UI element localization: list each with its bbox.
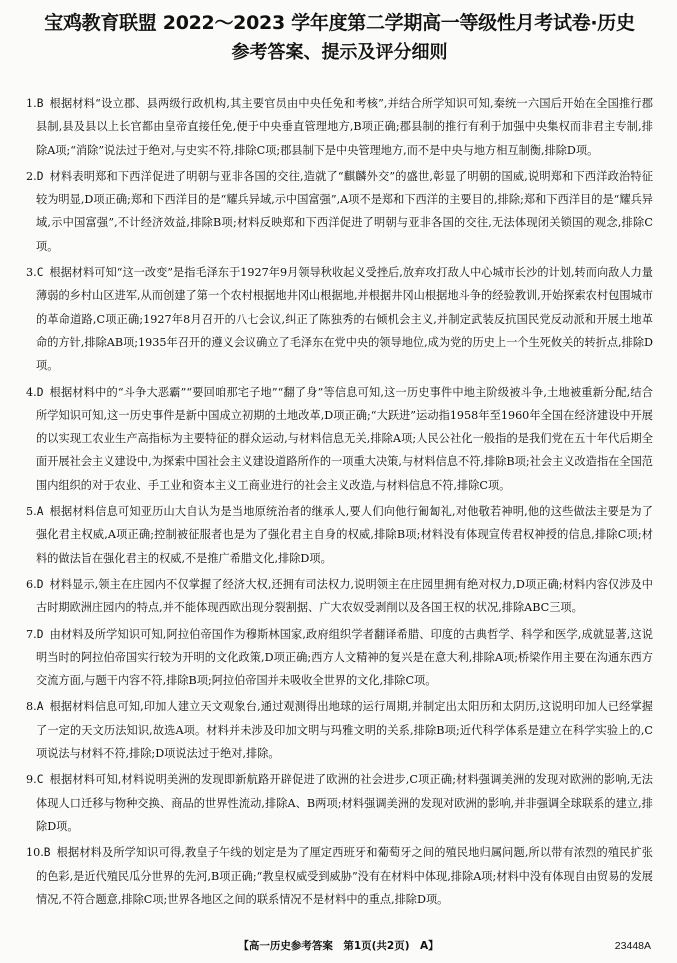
item-answer: D <box>36 385 44 399</box>
page-title: 宝鸡教育联盟 2022～2023 学年度第二学期高一等级性月考试卷·历史 <box>44 12 635 34</box>
item-answer: A <box>36 700 44 714</box>
item-explanation: 由材料及所学知识可知,阿拉伯帝国作为穆斯林国家,政府组织学者翻译希腊、印度的古典哲学、科学和医学,成就显著,这说明当时的阿拉伯帝国实行较为开明的文化政策,D项正确;西方人文精神的复兴是在意大利,排除A项;桥梁作用主要在沟通东西方交流方面,与题干内容不符,排除B项;阿拉伯帝国并未吸收全世界的文化,排除C项。 <box>36 627 653 688</box>
item-answer: A <box>36 505 44 519</box>
item-number: 3. <box>26 266 37 280</box>
answer-item-10 <box>26 841 653 911</box>
item-explanation: 根据材料信息可知,印加人建立天文观象台,通过观测得出地球的运行周期,并制定出太阳历和太阴历,这说明印加人已经掌握了一定的天文历法知识,故选A项。材料并未涉及印加文明与玛雅文明的关系,排除B项;近代科学体系是建立在科学实验上的,C项说法与材料不符,排除;D项说法过于绝对,排除。 <box>36 700 653 761</box>
item-explanation: 根据材料信息可知亚历山大自认为是当地原统治者的继承人,要人们向他行匍匐礼,对他敬若神明,他的这些做法主要是为了强化君主权威,A项正确;控制被征服者也是为了强化君主自身的权威,排除B项;材料没有体现宣传君权神授的信息,排除C项;材料的做法旨在强化君主的权威,不是推广希腊文化,排除D项。 <box>36 505 653 565</box>
item-explanation: 根据材料“设立郡、县两级行政机构,其主要官员由中央任免和考核”,并结合所学知识可知,秦统一六国后开始在全国推行郡县制,县及县以上长官都由皇帝直接任免,便于中央垂直管理地方,B项正确;郡县制的推行有利于加强中央集权而非君主专制,排除A项;“消除”说法过于绝对,与史实不符,排除C项;郡县制下是中央管理地方,而不是中央与地方相互制衡,排除D项。 <box>36 97 653 157</box>
item-answer: C <box>36 773 44 787</box>
footer-paper-code: 23448A <box>614 940 651 952</box>
item-number: 1. <box>26 97 37 110</box>
answer-item-9 <box>26 768 653 838</box>
answer-item-4 <box>26 381 653 497</box>
item-explanation: 根据材料中的“斗争大恶霸”“要回咱那宅子地”“翻了身”等信息可知,这一历史事件中地主阶级被斗争,土地被重新分配,结合所学知识可知,这一历史事件是新中国成立初期的土地改革,D项正确;“大跃进”运动指1958年至1960年全国在经济建设中开展的以实现工农业生产高指标为主要特征的群众运动,与材料信息无关,排除A项;人民公社化一般指的是我们党在五十年代后期全面开展社会主义建设中,为探索中国社会主义建设道路所作的一项重大决策,与材料信息不符,排除B项;社会主义改造指在全国范围内组织的对于农业、手工业和资本主义工商业进行的社会主义改造,与材料信息不符,排除C项。 <box>36 385 653 492</box>
item-explanation: 材料表明郑和下西洋促进了明朝与亚非各国的交往,造就了“麒麟外交”的盛世,彰显了明朝的国威,说明郑和下西洋政治特征较为明显,D项正确;郑和下西洋目的是“耀兵异域,示中国富强”,A项不是郑和下西洋的主要目的,排除;郑和下西洋目的是“耀兵异域,示中国富强”,不计经济效益,排除B项;材料反映郑和下西洋促进了明朝与亚非各国的交往,无法体现闭关锁国的观念,排除C项。 <box>36 169 653 253</box>
item-number: 6. <box>26 577 37 591</box>
item-explanation: 根据材料可知,材料说明美洲的发现即新航路开辟促进了欧洲的社会进步,C项正确;材料强调美洲的发现对欧洲的影响,无法体现人口迁移与物种交换、商品的世界性流动,排除A、B两项;材料强调美洲的发现对欧洲的影响,并非强调全球联系的建立,排除D项。 <box>36 773 653 833</box>
item-explanation: 材料显示,领主在庄园内不仅掌握了经济大权,还拥有司法权力,说明领主在庄园里拥有绝对权力,D项正确;材料内容仅涉及中古时期欧洲庄园内的特点,并不能体现西欧出现分裂割据、广大农奴受剥削以及各国王权的状况,排除ABC三项。 <box>36 577 653 615</box>
item-number: 5. <box>26 505 37 519</box>
answer-item-1 <box>26 92 653 162</box>
item-number: 10. <box>26 846 44 860</box>
answer-item-7 <box>26 623 653 693</box>
item-answer: B <box>36 97 44 110</box>
answer-item-3 <box>26 261 653 377</box>
item-answer: C <box>36 266 44 280</box>
item-answer: D <box>36 169 44 183</box>
answer-item-6 <box>26 573 653 620</box>
page-subtitle: 参考答案、提示及评分细则 <box>231 42 448 63</box>
item-number: 7. <box>26 627 37 641</box>
footer-page-info: 【高一历史参考答案 第1页(共2页) A】 <box>238 940 439 952</box>
page-footer <box>0 939 677 953</box>
item-number: 8. <box>26 700 37 714</box>
item-number: 4. <box>26 385 37 399</box>
item-number: 9. <box>26 773 37 787</box>
item-answer: D <box>36 577 44 591</box>
answer-list <box>26 92 653 911</box>
answer-item-8 <box>26 695 653 765</box>
item-explanation: 根据材料及所学知识可得,教皇子午线的划定是为了厘定西班牙和葡萄牙之间的殖民地归属问题,所以带有浓烈的殖民扩张的色彩,是近代殖民瓜分世界的先河,B项正确;“教皇权威受到威胁”没有在材料中体现,排除A项;材料中没有体现自由贸易的发展情况,不符合题意,排除C项;世界各地区之间的联系情况不是材料中的重点,排除D项。 <box>36 846 653 906</box>
answer-item-2 <box>26 165 653 258</box>
item-answer: D <box>36 627 44 641</box>
item-answer: B <box>43 846 51 860</box>
item-explanation: 根据材料可知“这一改变”是指毛泽东于1927年9月领导秋收起义受挫后,放弃攻打敌人中心城市长沙的计划,转而向敌人力量薄弱的乡村山区进军,从而创建了第一个农村根据地井冈山根据地,并根据井冈山根据地斗争的经验教训,开始探索农村包围城市的革命道路,C项正确;1927年8月召开的八七会议,纠正了陈独秀的右倾机会主义,并制定武装反抗国民党反动派和开展土地革命的方针,排除AB项;1935年召开的遵义会议确立了毛泽东在党中央的领导地位,成为党的历史上一个生死攸关的转折点,排除D项。 <box>36 266 653 373</box>
answer-item-5 <box>26 500 653 570</box>
item-number: 2. <box>26 169 37 183</box>
